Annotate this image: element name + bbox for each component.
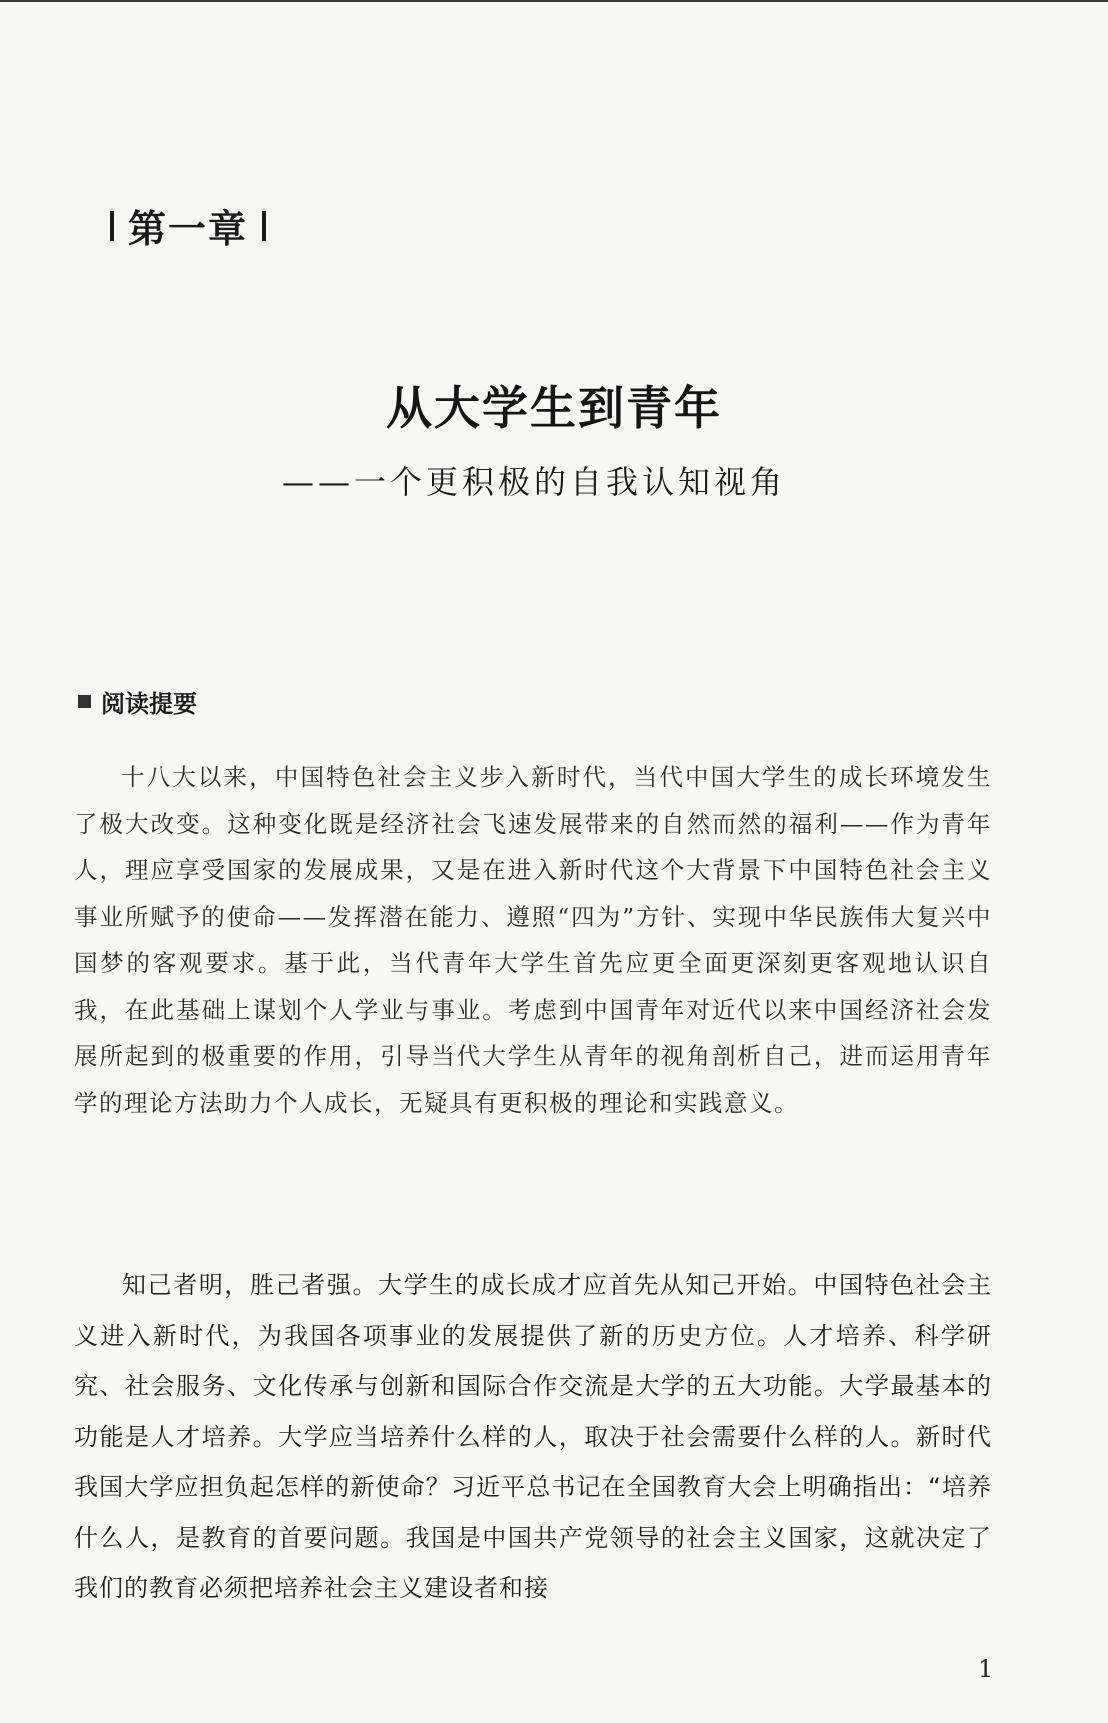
chapter-subtitle: ——一个更积极的自我认知视角 (282, 463, 787, 501)
chapter-bar-left (110, 211, 114, 241)
chapter-label (96, 198, 280, 253)
page-number: 1 (978, 1655, 994, 1683)
reading-summary-heading-text: 阅读提要 (101, 690, 197, 718)
chapter-title: 从大学生到青年 (386, 381, 722, 435)
reading-summary-heading (78, 684, 197, 719)
chapter-bar-right (262, 211, 266, 241)
square-bullet-icon (78, 695, 91, 708)
reading-summary-text: 十八大以来，中国特色社会主义步入新时代，当代中国大学生的成长环境发生了极大改变。这种变化既是经济社会飞速发展带来的自然而然的福利——作为青年人，理应享受国家的发展成果，又是在进入新时代这个大背景下中国特色社会主义事业所赋予的使命——发挥潜在能力、遵照“四为”方针、实现中华民族伟大复兴中国梦的客观要求。基于此，当代青年大学生首先应更全面更深刻更客观地认识自我，在此基础上谋划个人学业与事业。考虑到中国青年对近代以来中国经济社会发展所起到的极重要的作用，引导当代大学生从青年的视角剖析自己，进而运用青年学的理论方法助力个人成长，无疑具有更积极的理论和实践意义。 (74, 763, 992, 1117)
chapter-label-text: 第一章 (128, 206, 249, 251)
body-paragraph: 知己者明，胜己者强。大学生的成长成才应首先从知己开始。中国特色社会主义进入新时代，为我国各项事业的发展提供了新的历史方位。人才培养、科学研究、社会服务、文化传承与创新和国际合作交流是大学的五大功能。大学最基本的功能是人才培养。大学应当培养什么样的人，取决于社会需要什么样的人。新时代我国大学应担负起怎样的新使命？习近平总书记在全国教育大会上明确指出：“培养什么人，是教育的首要问题。我国是中国共产党领导的社会主义国家，这就决定了我们的教育必须把培养社会主义建设者和接 (74, 1271, 992, 1602)
